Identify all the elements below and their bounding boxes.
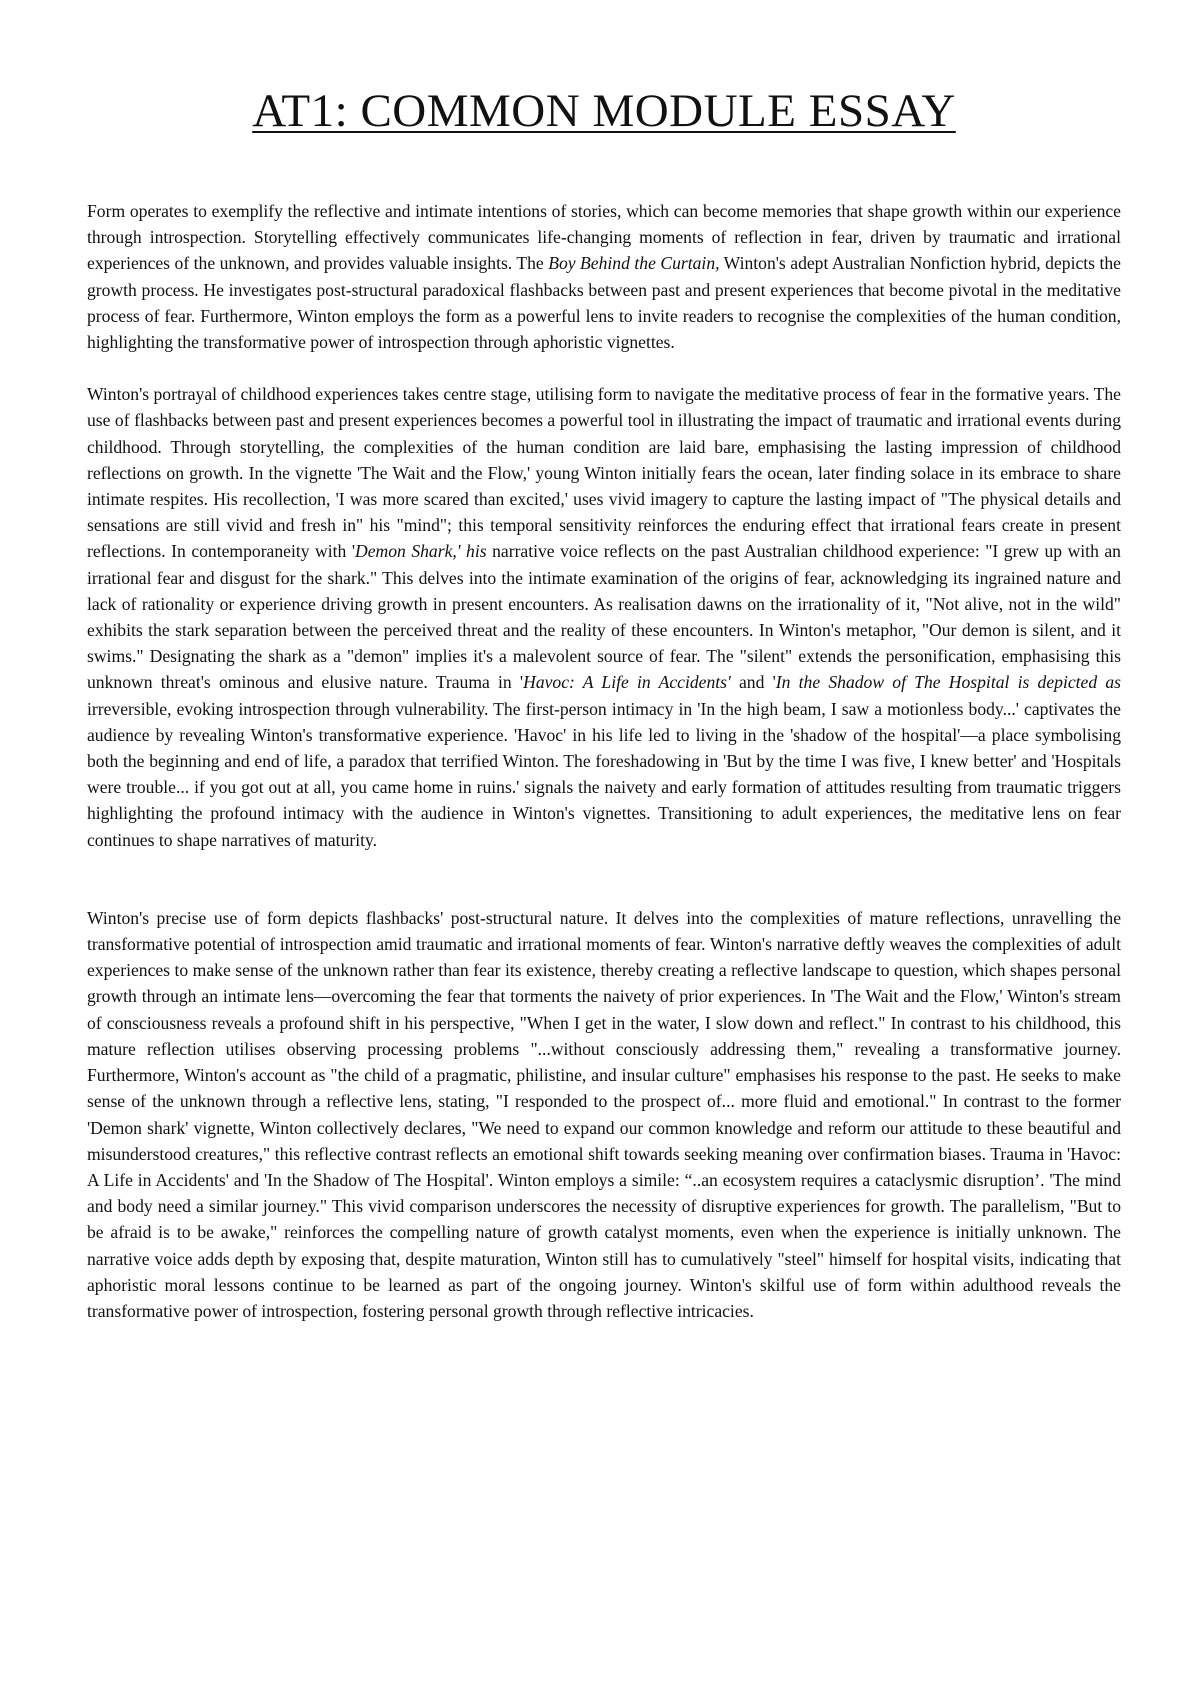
demon-shark-italic: Demon Shark,' his — [355, 541, 487, 562]
shadow-hospital-italic: In the Shadow of The Hospital is depicted as — [775, 672, 1122, 693]
childhood-text-2: narrative voice reflects on the past Australian childhood experience: "I grew up with an irrational fear and disgust for the shark." This delves into the intimate examination of the origins of fear, acknowledging its ingrained nature and lack of rationality or experience driving growth in present encounters. As realisation dawns on the irrationality of it, "Not alive, not in the wild" exhibits the stark separation between the perceived threat and the reality of these encounters. In Winton's metaphor, "Our demon is silent, and it swims." Designating the shark as a "demon" implies it's a malevolent source of fear. The "silent" extends the personification, emphasising this unknown threat's ominous and elusive nature. Trauma in ' — [87, 541, 1121, 693]
adulthood-text: Winton's precise use of form depicts flashbacks' post-structural nature. It delves into the complexities of mature reflections, unravelling the transformative potential of introspection amid traumatic and irrational moments of fear. Winton's narrative deftly weaves the complexities of adult experiences to make sense of the unknown rather than fear its existence, thereby creating a reflective landscape to question, which shapes personal growth through an intimate lens—overcoming the fear that torments the naivety of prior experiences. In 'The Wait and the Flow,' Winton's stream of consciousness reveals a profound shift in his perspective, "When I get in the water, I slow down and reflect." In contrast to his childhood, this mature reflection utilises observing processing problems "...without consciously addressing them," revealing a transformative journey. Furthermore, Winton's account as "the child of a pragmatic, philistine, and insular culture" emphasises his response to the past. He seeks to make sense of the unknown through a reflective lens, stating, "I responded to the prospect of... more fluid and emotional." In contrast to the former 'Demon shark' vignette, Winton collectively declares, "We need to expand our common knowledge and reform our attitude to these beautiful and misunderstood creatures," this reflective contrast reflects an emotional shift towards seeking meaning over confirmation biases. Trauma in 'Havoc: A Life in Accidents' and 'In the Shadow of The Hospital'. Winton employs a simile: “..an ecosystem requires a cataclysmic disruption’. 'The mind and body need a similar journey." This vivid comparison underscores the necessity of disruptive experiences for growth. The parallelism, "But to be afraid is to be awake," reinforces the compelling nature of growth catalyst moments, even when the experience is initially unknown. The narrative voice adds depth by exposing that, despite maturation, Winton still has to cumulatively "steel" himself for hospital visits, indicating that aphoristic moral lessons continue to be learned as part of the ongoing journey. Winton's skilful use of form within adulthood reveals the transformative power of introspection, fostering personal growth through reflective intricacies. — [87, 907, 1121, 1321]
childhood-text-1: Winton's portrayal of childhood experiences takes centre stage, utilising form to navigate the meditative process of fear in the formative years. The use of flashbacks between past and present experiences becomes a powerful tool in illustrating the impact of traumatic and irrational events during childhood. Through storytelling, the complexities of the human condition are laid bare, emphasising the lasting impression of childhood reflections on growth. In the vignette 'The Wait and the Flow,' young Winton initially fears the ocean, later finding solace in its embrace to share intimate respites. His recollection, 'I was more scared than excited,' uses vivid imagery to capture the lasting impact of "The physical details and sensations are still vivid and fresh in" his "mind"; this temporal sensitivity reinforces the enduring effect that irrational fears create in present reflections. In contemporaneity with ' — [87, 384, 1121, 562]
essay-title: AT1: COMMON MODULE ESSAY — [252, 85, 956, 137]
book-title-italic: Boy Behind the Curtain, — [548, 253, 720, 274]
adulthood-paragraph — [87, 905, 1121, 1324]
childhood-text-3: and ' — [730, 672, 776, 693]
introduction-text-1: Form operates to exemplify the reflective and intimate intentions of stories, which can become memories that shape growth within our experience through introspection. Storytelling effectively communicates life-changing moments of reflection in fear, driven by traumatic and irrational experiences of the unknown, and provides valuable insights. The — [87, 201, 1121, 274]
introduction-paragraph — [87, 198, 1121, 355]
childhood-paragraph — [87, 381, 1121, 853]
childhood-text-4: irreversible, evoking introspection through vulnerability. The first-person intimacy in 'In the high beam, I saw a motionless body...' captivates the audience by revealing Winton's transformative experience. 'Havoc' in his life led to living in the 'shadow of the hospital'—a place symbolising both the beginning and end of life, a paradox that terrified Winton. The foreshadowing in 'But by the time I was five, I knew better' and 'Hospitals were trouble... if you got out at all, you came home in ruins.' signals the naivety and early formation of attitudes resulting from traumatic triggers highlighting the profound intimacy with the audience in Winton's vignettes. Transitioning to adult experiences, the meditative lens on fear continues to shape narratives of maturity. — [87, 698, 1121, 850]
introduction-text-2: Winton's adept Australian Nonfiction hybrid, depicts the growth process. He investigates post-structural paradoxical flashbacks between past and present experiences that become pivotal in the meditative process of fear. Furthermore, Winton employs the form as a powerful lens to invite readers to recognise the complexities of the human condition, highlighting the transformative power of introspection through aphoristic vignettes. — [87, 253, 1121, 353]
havoc-title-italic: Havoc: A Life in Accidents' — [523, 672, 731, 693]
essay-body — [87, 198, 1121, 1324]
